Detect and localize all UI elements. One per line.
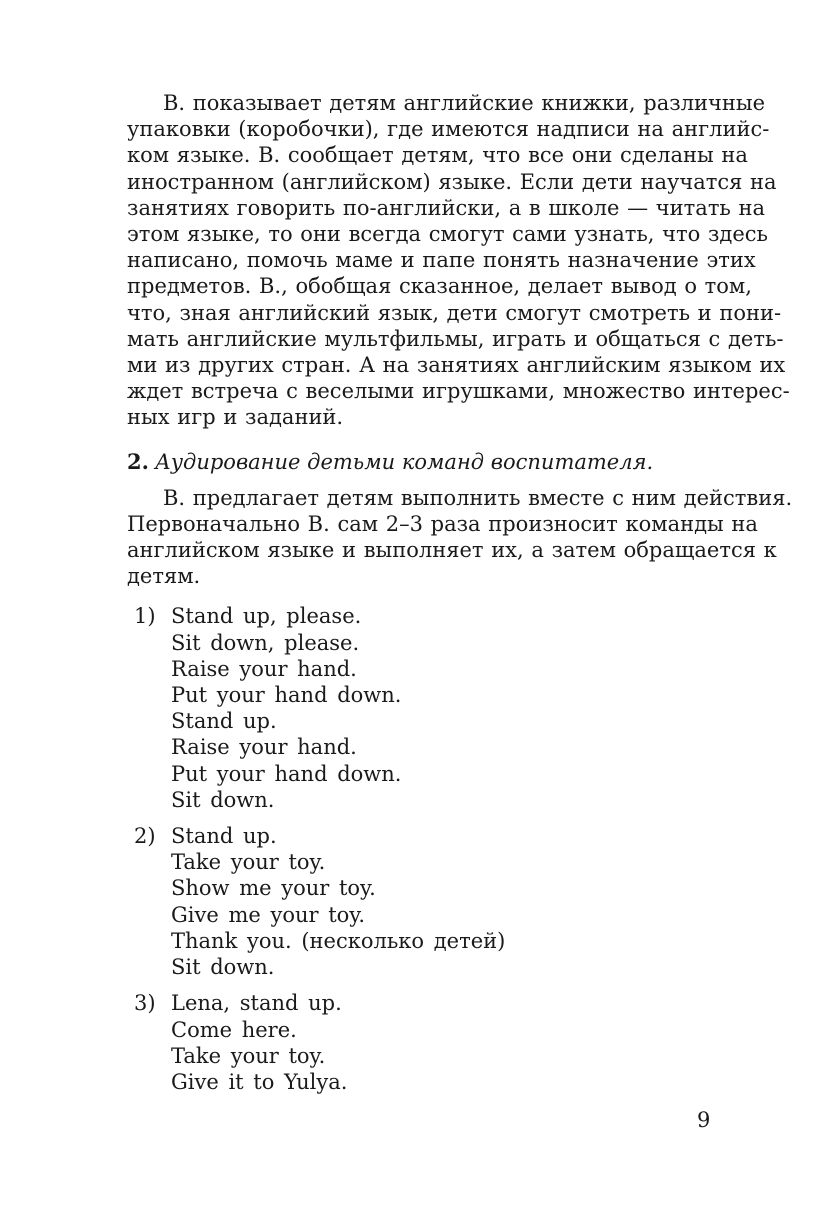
text-line: этом языке, то они всегда смогут сами узнать, что здесь — [127, 222, 768, 247]
command-line: Thank you. (несколько детей) — [171, 928, 506, 953]
section-number: 2. — [127, 448, 149, 474]
instruction-paragraph — [91, 485, 793, 590]
command-line: Stand up. — [171, 709, 277, 734]
text-line: иностранном (английском) языке. Если дети научатся на — [127, 169, 777, 194]
command-line: Raise your hand. — [171, 656, 357, 681]
text-line: В. предлагает детям выполнить вместе с ним действия. — [163, 485, 793, 510]
command-line: Give it to Yulya. — [171, 1069, 348, 1094]
text-line: детям. — [127, 564, 201, 589]
command-line: Lena, stand up. — [171, 991, 342, 1016]
page-number: 9 — [697, 1108, 711, 1132]
command-line: Sit down. — [171, 787, 275, 812]
command-group — [91, 603, 712, 813]
command-line: Raise your hand. — [171, 735, 357, 760]
section-title: Аудирование детьми команд воспитателя. — [154, 449, 654, 474]
command-line: Give me your toy. — [171, 902, 366, 927]
command-line: Come here. — [171, 1017, 297, 1042]
text-line: ных игр и заданий. — [127, 405, 344, 430]
text-line: упаковки (коробочки), где имеются надписи на английс- — [127, 117, 770, 142]
text-line: ждет встреча с веселыми игрушками, множество интерес- — [127, 379, 790, 404]
command-group-number: 1) — [134, 604, 156, 629]
command-line: Sit down. — [171, 955, 275, 980]
text-line: Первоначально В. сам 2–3 раза произносит команды на — [127, 511, 758, 536]
command-group — [91, 823, 712, 980]
section-heading — [91, 449, 712, 475]
command-line: Sit down, please. — [171, 630, 360, 655]
text-line: мать английские мультфильмы, играть и общаться с деть- — [127, 326, 784, 351]
intro-paragraph — [91, 90, 790, 431]
text-line: ком языке. В. сообщает детям, что все они сделаны на — [127, 143, 748, 168]
text-line: что, зная английский язык, дети смогут смотреть и пони- — [127, 300, 782, 325]
command-group-number: 3) — [134, 991, 156, 1016]
text-line: английском языке и выполняет их, а затем обращается к — [127, 538, 777, 563]
text-line: написано, помочь маме и папе понять назначение этих — [127, 248, 756, 273]
command-list — [91, 603, 712, 1095]
command-line: Put your hand down. — [171, 683, 402, 708]
text-line: занятиях говорить по-английски, а в школе — читать на — [127, 195, 766, 220]
text-line: В. показывает детям английские книжки, различные — [163, 91, 766, 115]
command-line: Put your hand down. — [171, 761, 402, 786]
command-line: Show me your toy. — [171, 876, 376, 901]
command-line: Stand up, please. — [171, 604, 362, 629]
command-line: Stand up. — [171, 824, 277, 849]
command-line: Take your toy. — [171, 1043, 326, 1068]
command-line: Take your toy. — [171, 850, 326, 875]
command-group — [91, 990, 712, 1095]
text-line: ми из других стран. А на занятиях английским языком их — [127, 353, 786, 378]
text-line: предметов. В., обобщая сказанное, делает вывод о том, — [127, 274, 752, 299]
page-content — [91, 90, 793, 1105]
command-group-number: 2) — [134, 824, 156, 849]
